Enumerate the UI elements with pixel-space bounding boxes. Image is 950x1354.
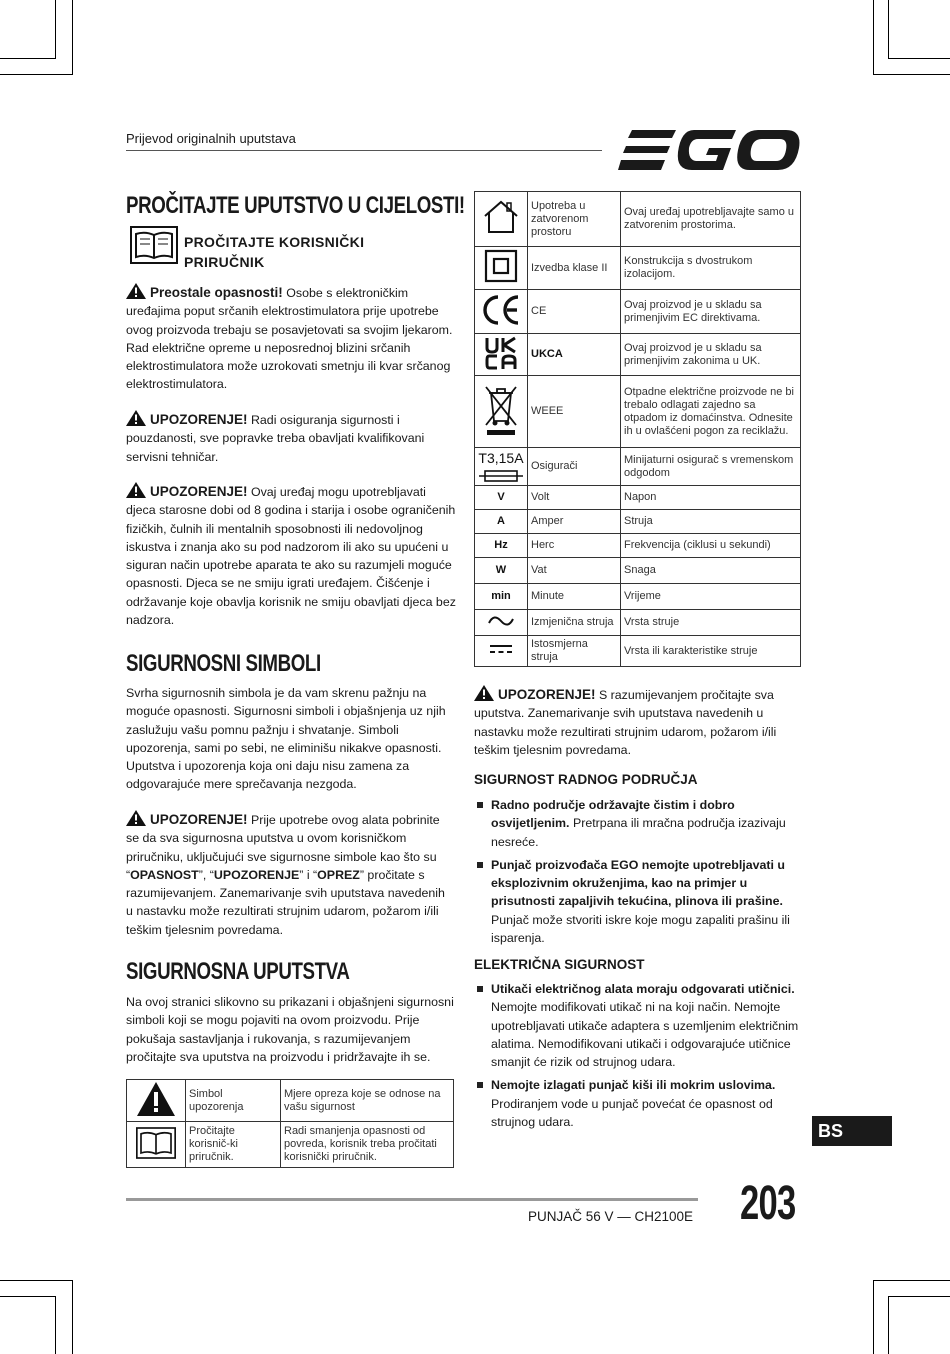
- symbol-name: Volt: [528, 486, 621, 510]
- book-icon: [136, 1126, 176, 1160]
- warning-children-lead: UPOZORENJE!: [150, 484, 248, 499]
- weee-icon: [482, 383, 520, 437]
- language-tab: BS: [812, 1116, 892, 1146]
- symbol-name: WEEE: [528, 376, 621, 448]
- warning-repair-lead: UPOZORENJE!: [150, 412, 248, 427]
- table-row: [475, 558, 801, 584]
- warning-repair-text: Radi osiguranja sigurnosti i pouzdanosti, sve popravke treba obavljati kvalifikovani servisni tehničar.: [126, 413, 425, 464]
- read-manual-label: PROČITAJTE KORISNIČKI PRIRUČNIK: [184, 234, 365, 270]
- electrical-heading: ELEKTRIČNA SIGURNOST: [474, 957, 645, 972]
- instructions-intro: Na ovoj stranici slikovno su prikazani i objašnjeni sigurnosni simboli koji se mogu pojaviti na ovom proizvodu. Prije pokušaja sastavljanja i rukovanja, s razumijevanjem pročitajte sva uputstva na proizvodu i pridržavajte ih se.: [126, 995, 454, 1064]
- volt-icon: V: [497, 491, 505, 503]
- header-title: Prijevod originalnih uputstava: [126, 131, 296, 146]
- electrical-list: [474, 980, 802, 1136]
- ukca-icon: [483, 336, 519, 370]
- symbol-desc: Ovaj proizvod je u skladu sa primenjivim EC direktivama.: [621, 290, 801, 334]
- table-row: [475, 584, 801, 610]
- warning-triangle-icon: [126, 410, 146, 426]
- header-rule: [126, 150, 602, 151]
- symbol-name: CE: [528, 290, 621, 334]
- table-row: [475, 486, 801, 510]
- symbol-name: UKCA: [528, 334, 621, 376]
- symbol-name: Herc: [528, 534, 621, 558]
- right-warning-text: S razumijevanjem pročitajte sva uputstva. Zanemarivanje svih uputstava navedenih u nastavku može rezultirati strujnim udarom, požarom i/ili teškim tjelesnim povredama.: [474, 688, 777, 757]
- symbol-desc: Ovaj proizvod je u skladu sa primenjivim zakonima u UK.: [621, 334, 801, 376]
- work-area-heading: SIGURNOST RADNOG PODRUČJA: [474, 772, 698, 787]
- warning-triangle-icon: [126, 810, 146, 826]
- symbol-name: Simbol upozorenja: [186, 1080, 281, 1122]
- symbol-desc: Radi smanjenja opasnosti od povreda, korisnik treba pročitati korisnički priručnik.: [281, 1122, 454, 1168]
- symbols-warning-paragraph: UPOZORENJE! Prije upotrebe ovog alata pobrinite se da sva sigurnosna uputstva u ovom korisničkom priručniku, uključujući sve sigurnosne simbole kao što su “OPASNOST”, “UPOZORENJE” i “OPREZ” pročitate s razumijevanjem. Zanemarivanje svih uputstava navedenih u nastavku može rezultirati strujnim udarom, požarom i/ili teškim tjelesnim povredama.: [126, 812, 445, 937]
- symbol-desc: Vrijeme: [621, 584, 801, 610]
- warning-children-paragraph: [126, 482, 456, 629]
- symbol-desc: Minijaturni osigurač s vremenskom odgodom: [621, 448, 801, 486]
- ac-icon: [488, 614, 514, 628]
- warning-triangle-icon: [126, 482, 146, 498]
- class-ii-icon: [484, 249, 518, 283]
- symbols-warning-lead: UPOZORENJE!: [150, 812, 248, 827]
- ce-icon: [480, 293, 522, 327]
- footer-product: PUNJAČ 56 V — CH2100E: [528, 1209, 694, 1224]
- warning-triangle-icon: [136, 1081, 176, 1117]
- watt-icon: W: [495, 564, 507, 576]
- oprez-term: OPREZ: [317, 867, 360, 882]
- table-row: [475, 534, 801, 558]
- amper-icon: A: [497, 515, 505, 527]
- symbol-desc: Struja: [621, 510, 801, 534]
- warning-children-text: Ovaj uređaj mogu upotrebljavati djeca starosne dobi od 8 godina i starija i osobe ograničenih fizičkih, čulnih ili mentalnih sposobnosti ili nedovoljnog iskustva i znanja ako su pod nadzorom ili ako su upućeni u siguran način upotrebe aparata te ako su razumjeli moguće opasnosti. Djeca se ne smiju igrati uređajem. Čišćenje i održavanje koje obavlja korisnik ne smiju obavljati djeca bez nadzora.: [126, 485, 456, 628]
- symbol-desc: Otpadne električne proizvode ne bi trebalo odlagati zajedno sa otpadom iz domaćinstva. Odnesite ih u ovlašćeni pogon za reciklažu.: [621, 376, 801, 448]
- symbol-desc: Konstrukcija s dvostrukom izolacijom.: [621, 247, 801, 290]
- list-item: Nemojte izlagati punjač kiši ili mokrim uslovima. Prodiranjem vode u punjač povećat će opasnost od strujnog udara.: [474, 1076, 802, 1131]
- symbol-name: Amper: [528, 510, 621, 534]
- symbol-desc: Napon: [621, 486, 801, 510]
- symbol-desc: Vrsta struje: [621, 610, 801, 636]
- table-row: [475, 636, 801, 667]
- symbol-name: Osigurači: [528, 448, 621, 486]
- symbol-name: Vat: [528, 558, 621, 584]
- right-warning-paragraph: [474, 685, 802, 759]
- list-item: Utikači električnog alata moraju odgovarati utičnici. Nemojte modifikovati utikač ni na koji način. Nemojte upotrebljavati utikače adaptera s uzemljenim električnim alatima. Nemodifikovani utikači i odgovarajuće utičnice smanjit će rizik od strujnog udara.: [474, 980, 802, 1071]
- upozorenje-term: UPOZORENJE: [213, 867, 300, 882]
- symbol-desc: Vrsta ili karakteristike struje: [621, 636, 801, 667]
- symbol-name: Izmjenična struja: [528, 610, 621, 636]
- table-row: [127, 1122, 454, 1168]
- symbol-name: Izvedba klase II: [528, 247, 621, 290]
- table-row: [475, 247, 801, 290]
- symbol-name: Minute: [528, 584, 621, 610]
- residual-risk-text: Osobe s elektroničkim uređajima poput srčanih elektrostimulatora prije upotrebe ovog proizvoda trebaju se posavjetovati sa svojim ljekarom. Rad električne opreme u neposrednoj blizini srčanih elektrostimulatora može uzrokovati smetnju ili kvar srčanog elektrostimulatora.: [126, 286, 453, 392]
- residual-risk-lead: Preostale opasnosti!: [150, 285, 283, 300]
- table-row: [127, 1080, 454, 1122]
- minute-icon: min: [491, 590, 511, 602]
- book-icon: [130, 226, 178, 264]
- right-warning-lead: UPOZORENJE!: [498, 687, 596, 702]
- table-row: [475, 192, 801, 247]
- list-item: Punjač proizvođača EGO nemojte upotrebljavati u eksplozivnim okruženjima, kao na primjer u prisutnosti zapaljivih tekućina, plinova ili prašine. Punjač može stvoriti iskre koje mogu zapaliti prašinu ili isparenja.: [474, 856, 802, 947]
- right-symbols-table: [474, 191, 801, 667]
- warning-triangle-icon: [126, 283, 146, 299]
- symbol-desc: Mjere opreza koje se odnose na vašu sigurnost: [281, 1080, 454, 1122]
- symbol-desc: Frekvencija (ciklusi u sekundi): [621, 534, 801, 558]
- table-row: [475, 290, 801, 334]
- table-row: [475, 448, 801, 486]
- residual-risk-paragraph: [126, 283, 456, 394]
- left-symbols-table: [126, 1079, 454, 1168]
- warning-triangle-icon: [474, 685, 494, 701]
- table-row: [475, 610, 801, 636]
- read-heading: PROČITAJTE UPUTSTVO U CIJELOSTI!: [126, 192, 465, 219]
- symbol-name: Upotreba u zatvorenom prostoru: [528, 192, 621, 247]
- work-area-list: [474, 796, 802, 952]
- footer-rule: [126, 1198, 698, 1201]
- ego-logo: [618, 128, 800, 172]
- table-row: [475, 334, 801, 376]
- symbols-intro: Svrha sigurnosnih simbola je da vam skrenu pažnju na moguće opasnosti. Sigurnosni simboli i objašnjenja uz njih zaslužuju vašu pomnu pažnju i shvatanje. Simboli upozorenja, sami po sebi, ne eliminišu nikakve opasnosti. Uputstva i upozorenja koja oni daju nisu zamena za odgovarajuće mere sprečavanja nezgoda.: [126, 686, 446, 792]
- instructions-heading: SIGURNOSNA UPUTSTVA: [126, 958, 350, 985]
- fuse-icon: T3,15A: [475, 450, 527, 484]
- list-item: Radno područje održavajte čistim i dobro osvijetljenim. Pretrpana ili mračna područja izazivaju nesreće.: [474, 796, 802, 851]
- hertz-icon: Hz: [494, 539, 508, 551]
- symbol-name: Istosmjerna struja: [528, 636, 621, 667]
- table-row: [475, 510, 801, 534]
- page-number: 203: [740, 1177, 796, 1230]
- warning-repair-paragraph: [126, 410, 456, 466]
- symbols-heading: SIGURNOSNI SIMBOLI: [126, 650, 321, 677]
- symbol-name: Pročitajte korisnič-ki priručnik.: [186, 1122, 281, 1168]
- table-row: [475, 376, 801, 448]
- symbol-desc: Snaga: [621, 558, 801, 584]
- opasnost-term: OPASNOST: [130, 867, 199, 882]
- house-icon: [481, 199, 521, 235]
- symbol-desc: Ovaj uređaj upotrebljavajte samo u zatvorenim prostorima.: [621, 192, 801, 247]
- dc-icon: [488, 642, 514, 656]
